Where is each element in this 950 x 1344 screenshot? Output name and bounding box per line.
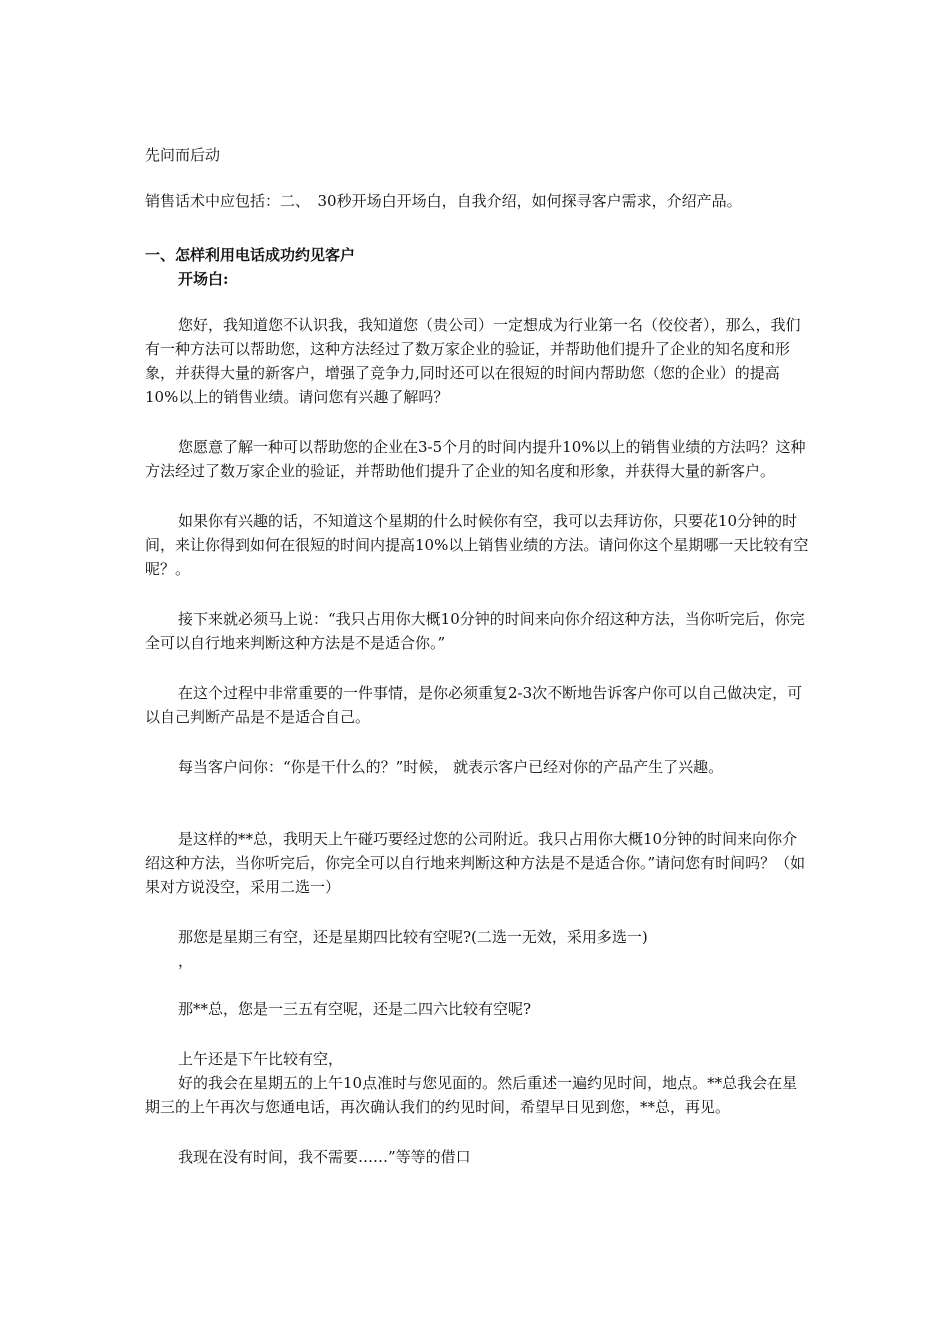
paragraph-8-comma: ， [178,952,194,970]
paragraph-12: 我现在没有时间，我不需要……”等等的借口 [178,1148,471,1166]
paragraph-10: 上午还是下午比较有空， [178,1050,344,1068]
paragraph-5: 在这个过程中非常重要的一件事情，是你必须重复2-3次不断地告诉客户你可以自己做决定，可以自己判断产品是不是适合自己。 [145,684,803,726]
paragraph-4: 接下来就必须马上说：“我只占用你大概10分钟的时间来向你介绍这种方法，当你听完后，你完全可以自行地来判断这种方法是不是适合你。” [145,610,805,652]
paragraph-9: 那**总，您是一三五有空呢，还是二四六比较有空呢? [178,1000,532,1018]
intro-paragraph: 销售话术中应包括：二、 30秒开场白开场白，自我介绍，如何探寻客户需求，介绍产品。 [145,192,742,210]
section-heading: 一、怎样利用电话成功约见客户 [145,246,356,264]
paragraph-6: 每当客户问你：“你是干什么的？”时候， 就表示客户已经对你的产品产生了兴趣。 [178,758,724,776]
paragraph-2: 您愿意了解一种可以帮助您的企业在3-5个月的时间内提升10%以上的销售业绩的方法吗？这种方法经过了数万家企业的验证，并帮助他们提升了企业的知名度和形象，并获得大量的新客户。 [145,438,806,480]
paragraph-7: 是这样的**总，我明天上午碰巧要经过您的公司附近。我只占用你大概10分钟的时间来向你介绍这种方法，当你听完后，你完全可以自行地来判断这种方法是不是适合你。”请问您有时间吗？（如果对方说没空，采用二选一） [145,830,806,896]
subheading-opening: 开场白: [178,270,229,288]
document-page [145,143,810,1169]
paragraph-11: 好的我会在星期五的上午10点准时与您见面的。然后重述一遍约见时间，地点。**总我会在星期三的上午再次与您通电话，再次确认我们的约见时间，希望早日见到您，**总，再见。 [145,1074,798,1116]
paragraph-3: 如果你有兴趣的话，不知道这个星期的什么时候你有空，我可以去拜访你，只要花10分钟的时间，来让你得到如何在很短的时间内提高10%以上销售业绩的方法。请问你这个星期哪一天比较有空呢？。 [145,512,809,578]
document-title: 先问而后动 [145,146,221,164]
paragraph-1: 您好，我知道您不认识我，我知道您（贵公司）一定想成为行业第一名（佼佼者），那么，我们有一种方法可以帮助您，这种方法经过了数万家企业的验证，并帮助他们提升了企业的知名度和形象，并获得大量的新客户，增强了竞争力,同时还可以在很短的时间内帮助您（您的企业）的提高10%以上的销售业绩。请问您有兴趣了解吗？ [145,316,801,406]
paragraph-8: 那您是星期三有空，还是星期四比较有空呢?(二选一无效，采用多选一) [178,928,648,946]
